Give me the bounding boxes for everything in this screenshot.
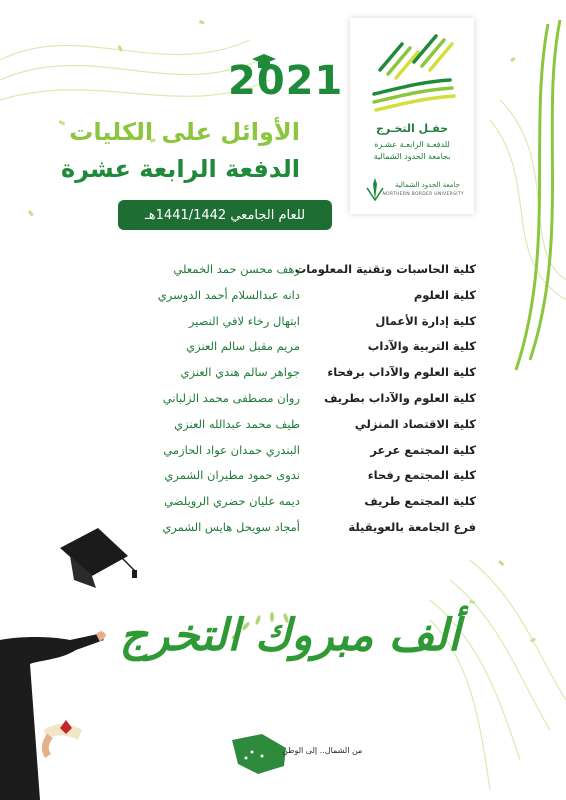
list-item (118, 391, 476, 417)
graduate-figure (0, 631, 106, 800)
page-title: الأوائل على الكليات (69, 118, 300, 146)
college-name: كلية الحاسبات وتقنية المعلومات (294, 262, 476, 276)
student-name: جواهر سالم هندي العنزي (180, 365, 300, 380)
student-name: أمجاد سويحل هايس الشمري (162, 519, 300, 534)
student-name: البندري حمدان عواد الحازمي (163, 442, 300, 457)
student-name: طيف محمد عبدالله العنزي (174, 416, 300, 431)
list-item (118, 262, 476, 288)
college-name: كلية المجتمع عرعر (370, 442, 476, 457)
list-item (118, 365, 476, 391)
student-name: دانه عبدالسلام أحمد الدوسري (157, 287, 300, 302)
student-name: روان مصطفى محمد الزلباني (162, 390, 300, 405)
slogan: من الشمال.. إلى الوطن (282, 746, 363, 755)
university-name-ar: جامعة الحدود الشمالية (394, 181, 460, 189)
college-name: كلية المجتمع رفحاء (367, 468, 476, 483)
college-name: كلية التربية والآداب (367, 339, 476, 354)
college-name: كلية العلوم (413, 287, 476, 302)
university-name-en: NORTHERN BORDER UNIVERSITY (382, 192, 464, 197)
ceremony-subtitle: للدفعـة الرابعـة عشـرة (374, 140, 450, 149)
university-emblem-icon (364, 176, 386, 202)
list-item (118, 339, 476, 365)
college-name: كلية الاقتصاد المنزلي (354, 416, 476, 431)
college-name: فرع الجامعة بالعويقيلة (348, 519, 476, 534)
saudi-map-icon (232, 734, 286, 774)
list-item (118, 494, 476, 520)
list-item (118, 468, 476, 494)
college-name: كلية إدارة الأعمال (375, 313, 476, 328)
ceremony-title: حفـل التخـرج (375, 122, 449, 135)
academic-year-banner: للعام الجامعي 1441/1442هـ (118, 200, 332, 230)
list-item (118, 520, 476, 546)
list-item (118, 288, 476, 314)
list-item (118, 314, 476, 340)
honorees-list (118, 262, 476, 546)
college-name: كلية المجتمع طريف (364, 494, 476, 509)
student-name: مريم مقبل سالم العنزي (186, 339, 300, 354)
list-item (118, 443, 476, 469)
student-name: ابتهال رخاء لافي النصير (188, 313, 300, 328)
ceremony-logo-icon (350, 18, 474, 118)
year: 2021 (228, 58, 344, 104)
congratulations-calligraphy: ألف مبروك التخرج (119, 610, 460, 661)
college-name: كلية العلوم والآداب بطريف (324, 390, 476, 405)
ceremony-university: بجامعة الحدود الشمالية (373, 152, 451, 161)
college-name: كلية العلوم والآداب برفحاء (327, 365, 476, 380)
student-name: رهف محسن حمد الخمعلي (173, 262, 300, 276)
student-name: ديمه عليان حضري الرويلضي (164, 494, 300, 509)
page-subtitle: الدفعة الرابعة عشرة (60, 155, 300, 183)
student-name: ندوى حمود مطيران الشمري (164, 468, 300, 483)
ceremony-logo-card (350, 18, 474, 214)
list-item (118, 417, 476, 443)
